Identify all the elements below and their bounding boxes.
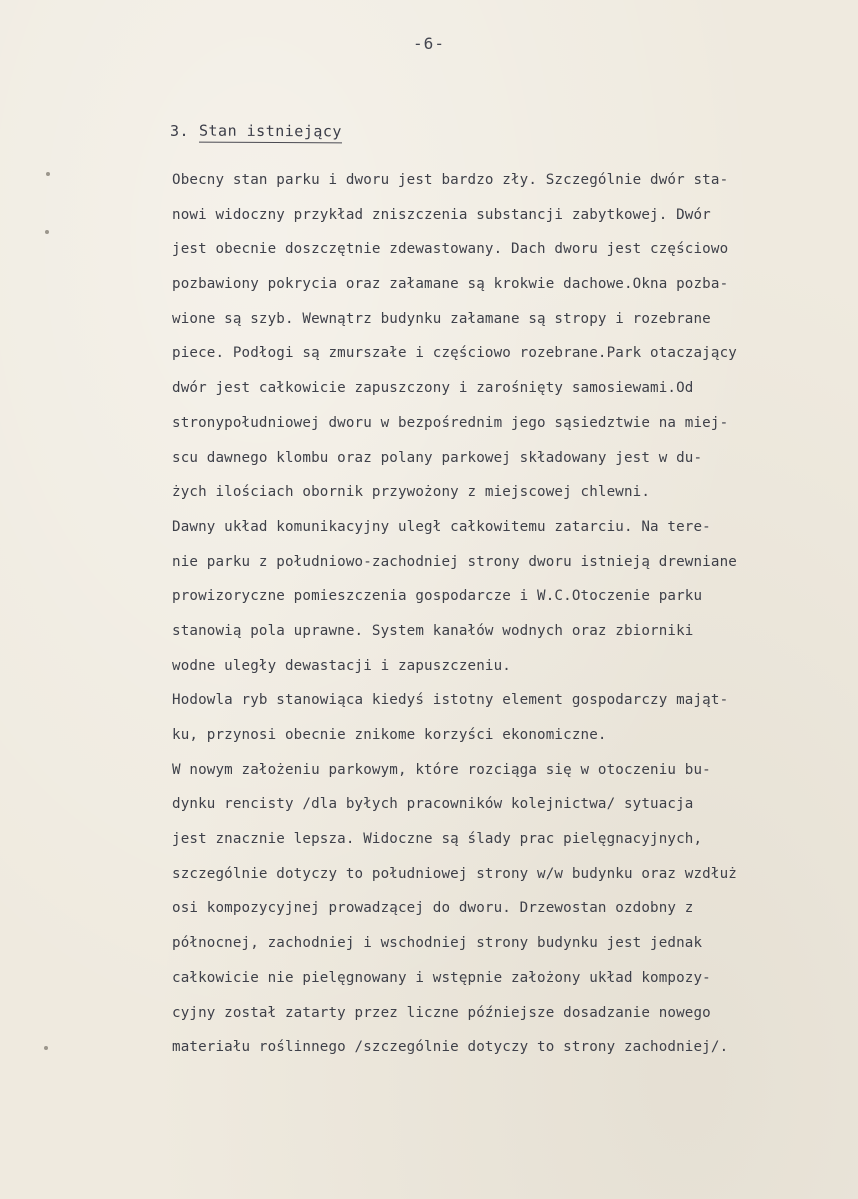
text-line: osi kompozycyjnej prowadzącej do dworu. Drzewostan ozdobny z <box>172 900 694 917</box>
text-line: ku, przynosi obecnie znikome korzyści ekonomiczne. <box>172 727 607 743</box>
text-line: pozbawiony pokrycia oraz załamane są krokwie dachowe.Okna pozba- <box>172 276 729 293</box>
text-line: Dawny układ komunikacyjny uległ całkowitemu zatarciu. Na tere- <box>172 518 711 535</box>
text-line: W nowym założeniu parkowym, które rozciąga się w otoczeniu bu- <box>172 761 711 778</box>
text-line: Obecny stan parku i dworu jest bardzo zły. Szczególnie dwór sta- <box>172 172 729 188</box>
section-title: Stan istniejący <box>199 122 342 144</box>
text-line: Hodowla ryb stanowiąca kiedyś istotny element gospodarczy mająt- <box>172 692 729 709</box>
text-line: piece. Podłogi są zmurszałe i częściowo rozebrane.Park otaczający <box>172 345 737 362</box>
text-line: północnej, zachodniej i wschodniej strony budynku jest jednak <box>172 935 703 952</box>
section-heading <box>170 122 342 143</box>
margin-speck <box>45 230 49 234</box>
margin-speck <box>44 1046 48 1050</box>
body-text <box>172 163 852 1065</box>
text-line: wodne uległy dewastacji i zapuszczeniu. <box>172 657 511 674</box>
text-line: dwór jest całkowicie zapuszczony i zarośnięty samosiewami.Od <box>172 380 694 397</box>
text-line: stanowią pola uprawne. System kanałów wodnych oraz zbiorniki <box>172 622 694 639</box>
text-line: stronypołudniowej dworu w bezpośrednim jego sąsiedztwie na miej- <box>172 414 729 431</box>
section-number: 3. <box>170 122 190 140</box>
text-line: wione są szyb. Wewnątrz budynku załamane są stropy i rozebrane <box>172 310 711 327</box>
text-line: materiału roślinnego /szczególnie dotyczy to strony zachodniej/. <box>172 1039 729 1056</box>
text-line: scu dawnego klombu oraz polany parkowej składowany jest w du- <box>172 449 703 466</box>
text-line: nie parku z południowo-zachodniej strony dworu istnieją drewniane <box>172 553 737 570</box>
text-line: jest znacznie lepsza. Widoczne są ślady prac pielęgnacyjnych, <box>172 831 703 848</box>
text-line: nowi widoczny przykład zniszczenia substancji zabytkowej. Dwór <box>172 206 711 223</box>
text-line: prowizoryczne pomieszczenia gospodarcze i W.C.Otoczenie parku <box>172 588 703 605</box>
text-line: dynku rencisty /dla byłych pracowników kolejnictwa/ sytuacja <box>172 796 694 813</box>
text-line: całkowicie nie pielęgnowany i wstępnie założony układ kompozy- <box>172 969 711 986</box>
text-line: cyjny został zatarty przez liczne późniejsze dosadzanie nowego <box>172 1004 711 1021</box>
text-line: szczególnie dotyczy to południowej strony w/w budynku oraz wzdłuż <box>172 865 737 882</box>
text-line: żych ilościach obornik przywożony z miejscowej chlewni. <box>172 484 651 501</box>
text-line: jest obecnie doszczętnie zdewastowany. Dach dworu jest częściowo <box>172 241 729 258</box>
margin-speck <box>46 172 50 176</box>
page-number: -6- <box>413 34 445 53</box>
